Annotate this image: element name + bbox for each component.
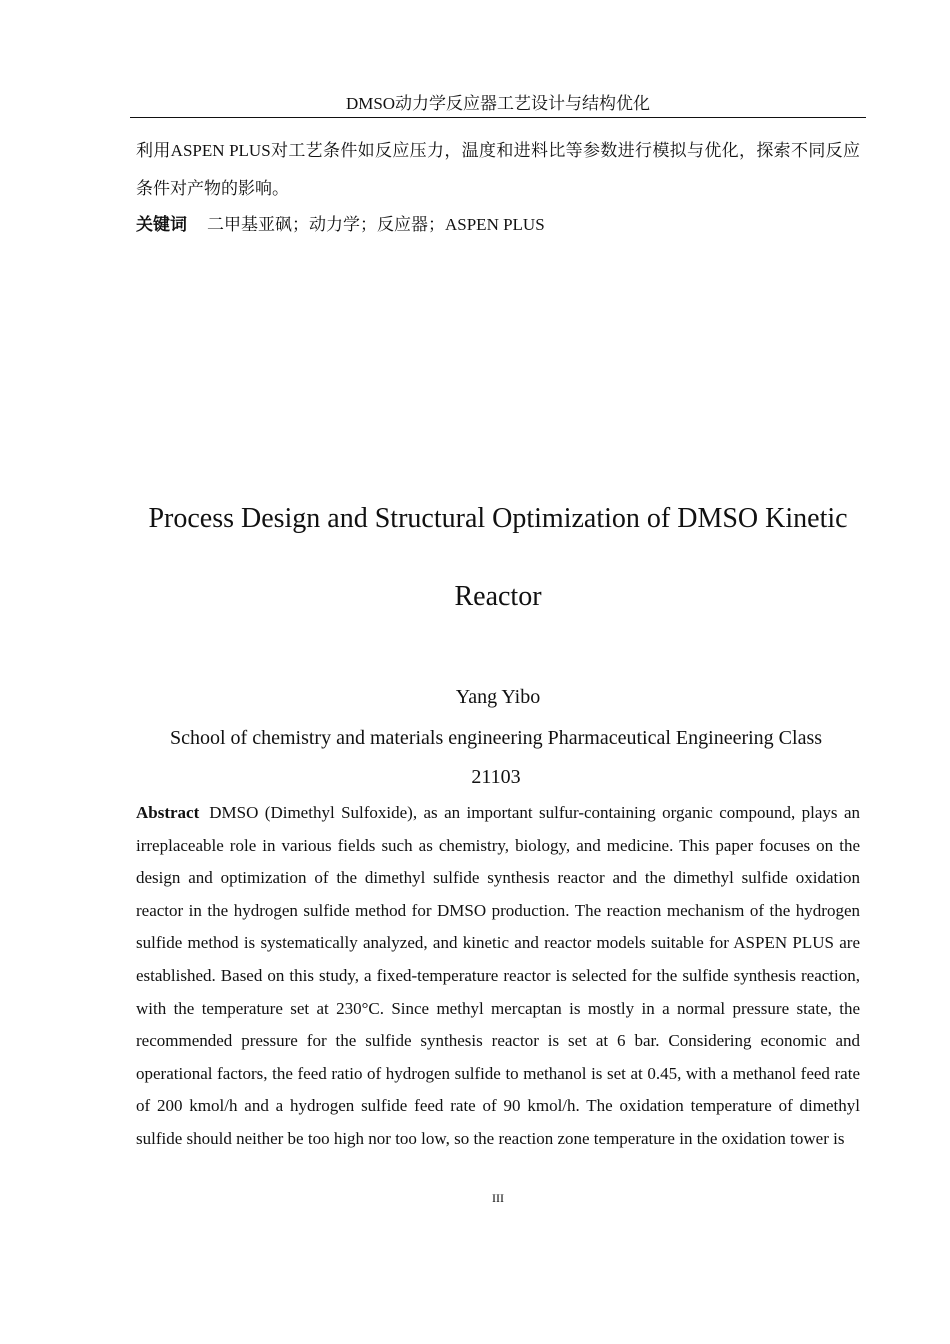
keywords-label: 关键词 <box>136 215 187 234</box>
english-abstract <box>136 797 860 1156</box>
author-name: Yang Yibo <box>455 686 541 708</box>
abstract-label: Abstract <box>136 803 200 822</box>
author-affiliation: School of chemistry and materials engineering Pharmaceutical Engineering Class 21103 <box>169 727 823 788</box>
keywords-text: 二甲基亚砜；动力学；反应器；ASPEN PLUS <box>207 215 545 234</box>
english-title: Process Design and Structural Optimization of DMSO Kinetic Reactor <box>148 503 848 612</box>
header-divider <box>130 117 866 118</box>
keywords-line <box>136 210 860 240</box>
chinese-abstract-paragraph: 利用ASPEN PLUS对工艺条件如反应压力，温度和进料比等参数进行模拟与优化，探索不同反应条件对产物的影响。 <box>136 141 860 198</box>
page-number: III <box>492 1191 504 1205</box>
abstract-text: DMSO (Dimethyl Sulfoxide), as an important sulfur-containing organic compound, plays an irreplaceable role in various fields such as chemistry, biology, and medicine. This paper focuses on the design and optimization of the dimethyl sulfide synthesis reactor and the dimethyl sulfide oxidation reactor in the hydrogen sulfide method for DMSO production. The reaction mechanism of the hydrogen sulfide method is systematically analyzed, and kinetic and reactor models suitable for ASPEN PLUS are established. Based on this study, a fixed-temperature reactor is selected for the sulfide synthesis reaction, with the temperature set at 230°C. Since methyl mercaptan is mostly in a normal pressure state, the recommended pressure for the sulfide synthesis reactor is set at 6 bar. Considering economic and operational factors, the feed ratio of hydrogen sulfide to methanol is set at 0.45, with a methanol feed rate of 200 kmol/h and a hydrogen sulfide feed rate of 90 kmol/h. The oxidation temperature of dimethyl sulfide should neither be too high nor too low, so the reaction zone temperature in the oxidation tower is <box>136 803 860 1148</box>
running-header: DMSO动力学反应器工艺设计与结构优化 <box>345 94 651 113</box>
